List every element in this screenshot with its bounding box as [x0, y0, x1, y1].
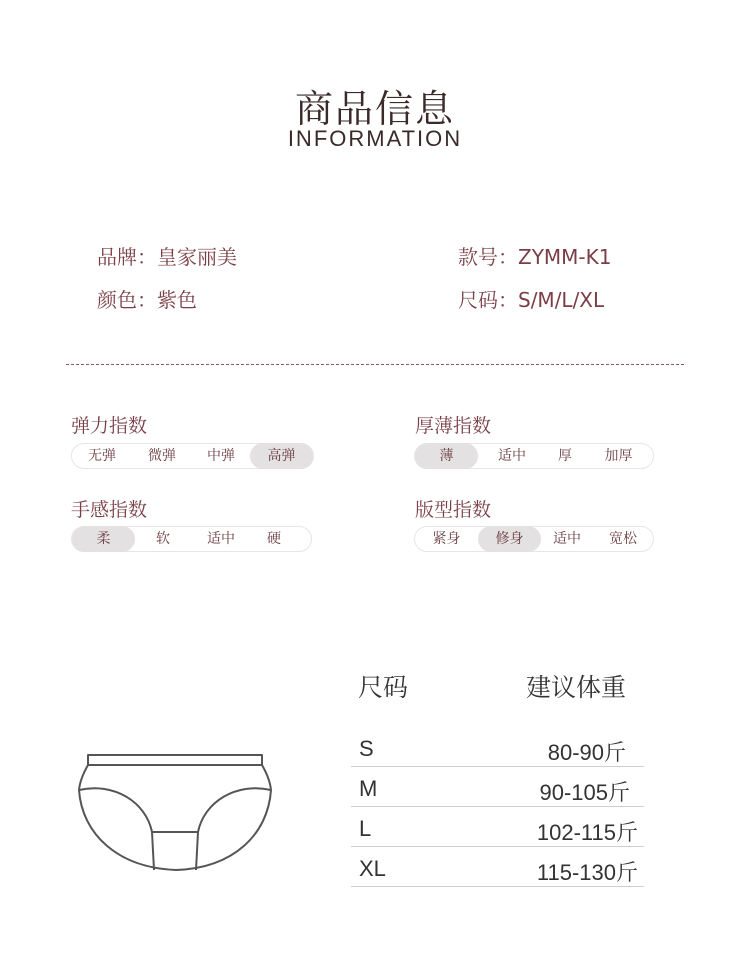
feel-option-soft[interactable]: 柔 — [72, 526, 135, 552]
table-row-divider — [351, 886, 644, 887]
brand-info — [97, 241, 237, 270]
thickness-option-thin[interactable]: 薄 — [415, 443, 478, 469]
brand-label: 品牌： — [97, 245, 157, 269]
table-row-divider — [351, 766, 644, 767]
elasticity-option-medium[interactable]: 中弹 — [207, 448, 235, 464]
color-label: 颜色： — [97, 288, 157, 312]
color-value: 紫色 — [157, 288, 197, 312]
section-divider — [66, 364, 684, 365]
size-info — [458, 284, 604, 313]
thickness-option-extra-thick[interactable]: 加厚 — [604, 448, 633, 464]
thickness-option-thick[interactable]: 厚 — [558, 448, 572, 464]
page-title: 商品信息 — [294, 87, 455, 131]
fit-option-tight[interactable]: 紧身 — [432, 531, 461, 547]
thickness-title: 厚薄指数 — [415, 415, 492, 437]
thickness-selector — [414, 443, 654, 469]
elasticity-option-high[interactable]: 高弹 — [250, 443, 313, 469]
color-info — [97, 284, 197, 313]
page-subtitle: INFORMATION — [287, 126, 463, 151]
fit-title: 版型指数 — [415, 499, 492, 521]
size-label: 尺码： — [458, 288, 518, 312]
elasticity-option-slight[interactable]: 微弹 — [148, 448, 176, 464]
size-cell-s: S — [359, 736, 374, 761]
fit-selector — [414, 526, 654, 552]
elasticity-selector — [71, 443, 314, 469]
model-value: ZYMM-K1 — [518, 245, 612, 269]
weight-column-header: 建议体重 — [526, 673, 627, 702]
elasticity-title: 弹力指数 — [71, 415, 148, 437]
size-cell-m: M — [359, 776, 378, 801]
model-info — [458, 241, 612, 270]
fit-option-regular[interactable]: 适中 — [553, 531, 581, 547]
model-label: 款号： — [458, 245, 518, 269]
size-cell-l: L — [359, 816, 372, 841]
table-row-divider — [351, 846, 644, 847]
brand-value: 皇家丽美 — [157, 245, 237, 269]
size-value: S/M/L/XL — [518, 288, 605, 312]
weight-cell-l: 102-115斤 — [536, 820, 638, 845]
feel-selector — [71, 526, 312, 552]
table-row-divider — [351, 806, 644, 807]
fit-option-loose[interactable]: 宽松 — [609, 531, 637, 547]
briefs-outline-icon — [74, 748, 278, 878]
thickness-option-medium[interactable]: 适中 — [498, 448, 526, 464]
weight-cell-xl: 115-130斤 — [536, 860, 638, 885]
feel-option-supple[interactable]: 软 — [156, 531, 170, 547]
feel-title: 手感指数 — [71, 499, 148, 521]
feel-option-medium[interactable]: 适中 — [207, 531, 235, 547]
size-column-header: 尺码 — [358, 673, 409, 702]
size-cell-xl: XL — [359, 856, 386, 881]
weight-cell-s: 80-90斤 — [547, 740, 626, 765]
feel-option-hard[interactable]: 硬 — [267, 531, 281, 547]
elasticity-option-none[interactable]: 无弹 — [88, 448, 116, 464]
fit-option-slim[interactable]: 修身 — [478, 526, 541, 552]
weight-cell-m: 90-105斤 — [539, 780, 630, 805]
